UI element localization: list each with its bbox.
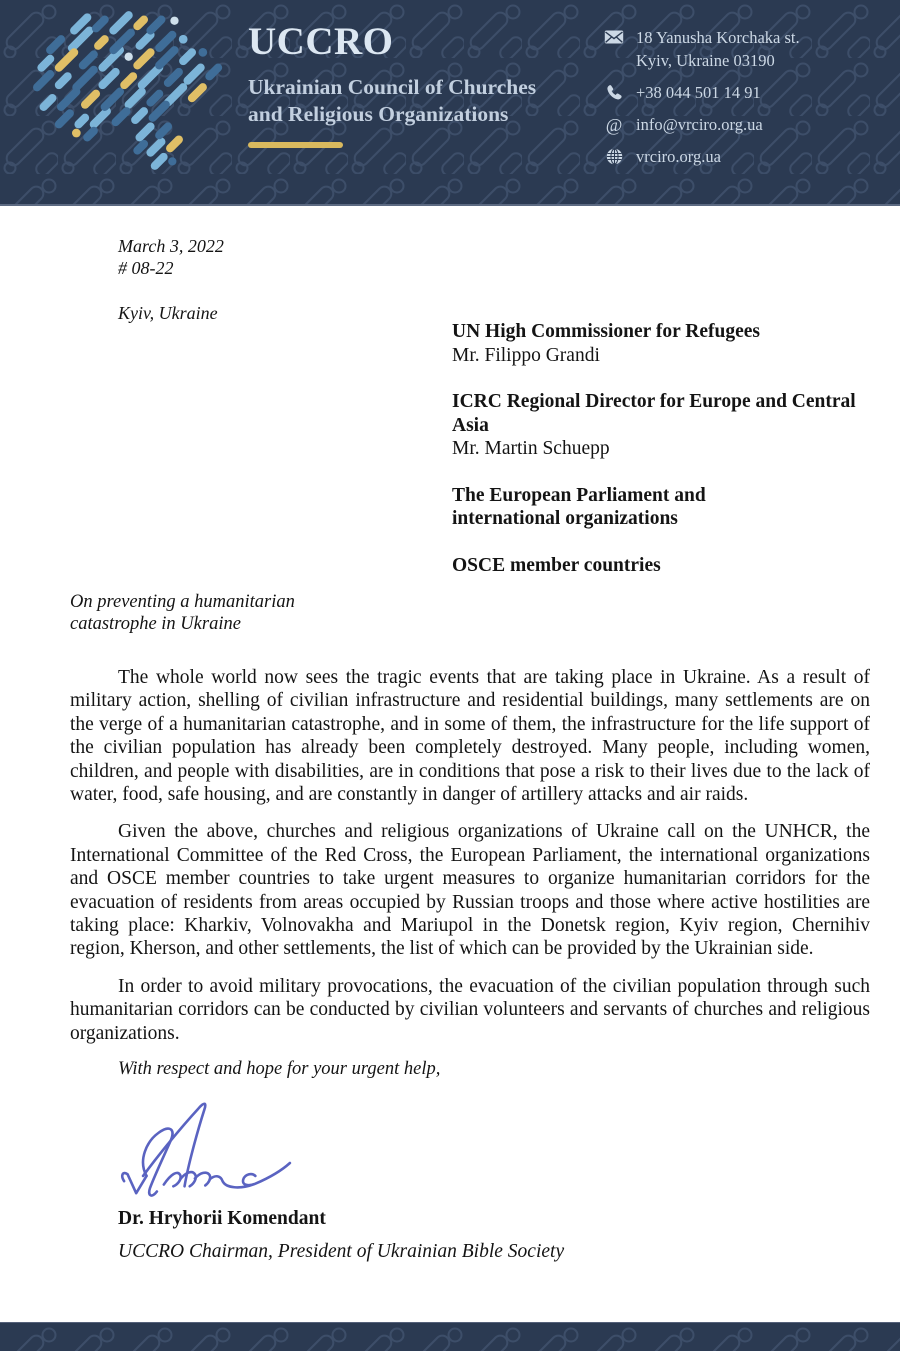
letterhead [0, 0, 900, 206]
signer-name: Dr. Hryhorii Komendant [118, 1208, 326, 1230]
website-text: vrciro.org.ua [636, 147, 721, 166]
date-block [118, 236, 224, 325]
recipients-block [452, 320, 872, 600]
paragraph-1: The whole world now sees the tragic events that are taking place in Ukraine. As a result of military action, shelling of civilian infrastructure and residential buildings, many settlements are on the verge of a humanitarian catastrophe, and in some of them, the infrastructure for the life support of the civilian population has already been completely destroyed. Many people, including women, children, and people with disabilities, are in conditions that pose a risk to their lives due to the lack of water, food, safe housing, and are constantly in danger of artillery attacks and air raids. [70, 667, 870, 806]
address-line2: Kyiv, Ukraine 03190 [636, 51, 775, 70]
globe-icon [603, 145, 625, 165]
org-name-line1: Ukrainian Council of Churches [248, 75, 537, 99]
letter-body [0, 206, 900, 1263]
footer-background-pattern [0, 1323, 900, 1351]
address-text [636, 26, 800, 72]
org-name-line2: and Religious Organizations [248, 102, 509, 126]
envelope-icon [603, 26, 625, 45]
recipient-title: OSCE member countries [452, 554, 661, 576]
letter-meta-zone [0, 206, 900, 586]
recipient-title: ICRC Regional Director for Europe and Central Asia [452, 391, 856, 436]
recipient-group [452, 554, 872, 578]
contact-website [603, 145, 800, 168]
letter-place: Kyiv, Ukraine [118, 303, 218, 323]
recipient-group [452, 320, 872, 367]
at-icon: @ [605, 115, 623, 135]
closing-line: With respect and hope for your urgent help, [118, 1059, 441, 1080]
paragraph-3: In order to avoid military provocations, the evacuation of the civilian population through such humanitarian corridors can be conducted by civilian volunteers and servants of churches and religious organizations. [70, 975, 870, 1044]
signer-title: UCCRO Chairman, President of Ukrainian Bible Society [118, 1241, 565, 1263]
footer-bar [0, 1322, 900, 1351]
address-line1: 18 Yanusha Korchaka st. [636, 28, 800, 47]
recipient-group [452, 484, 872, 531]
recipient-name: Mr. Martin Schuepp [452, 438, 610, 459]
org-abbreviation: UCCRO [248, 20, 394, 63]
recipient-title: The European Parliament and international organizations [452, 484, 706, 529]
contact-phone [603, 81, 800, 104]
contact-block [603, 26, 800, 168]
letter-ref-number: # 08-22 [118, 257, 174, 278]
recipient-title: UN High Commissioner for Refugees [452, 321, 761, 342]
recipient-group [452, 390, 872, 461]
org-title-block [248, 22, 536, 148]
contact-address [603, 26, 800, 72]
ukraine-map-logo [24, 8, 229, 173]
letter-subject: On preventing a humanitarian catastrophe in Ukraine [70, 592, 295, 634]
contact-email [603, 113, 800, 136]
signature [112, 1088, 302, 1206]
email-text: info@vrciro.org.ua [636, 115, 763, 134]
phone-icon [603, 81, 625, 101]
letter-date: March 3, 2022 [118, 236, 224, 256]
gold-accent-bar [248, 142, 343, 148]
org-full-name [248, 74, 536, 128]
recipient-name: Mr. Filippo Grandi [452, 344, 600, 366]
phone-text: +38 044 501 14 91 [636, 83, 761, 102]
paragraph-2: Given the above, churches and religious organizations of Ukraine call on the UNHCR, the International Committee of the Red Cross, the European Parliament, the international organizations and OSCE member countries to take urgent measures to organize humanitarian corridors for the evacuation of residents from areas occupied by Russian troops and those where active hostilities are taking place: Kharkiv, Volnovakha and Mariupol in the Donetsk region, Kyiv region, Chernihiv region, Kherson, and other settlements, the list of which can be provided by the Ukrainian side. [70, 821, 870, 960]
